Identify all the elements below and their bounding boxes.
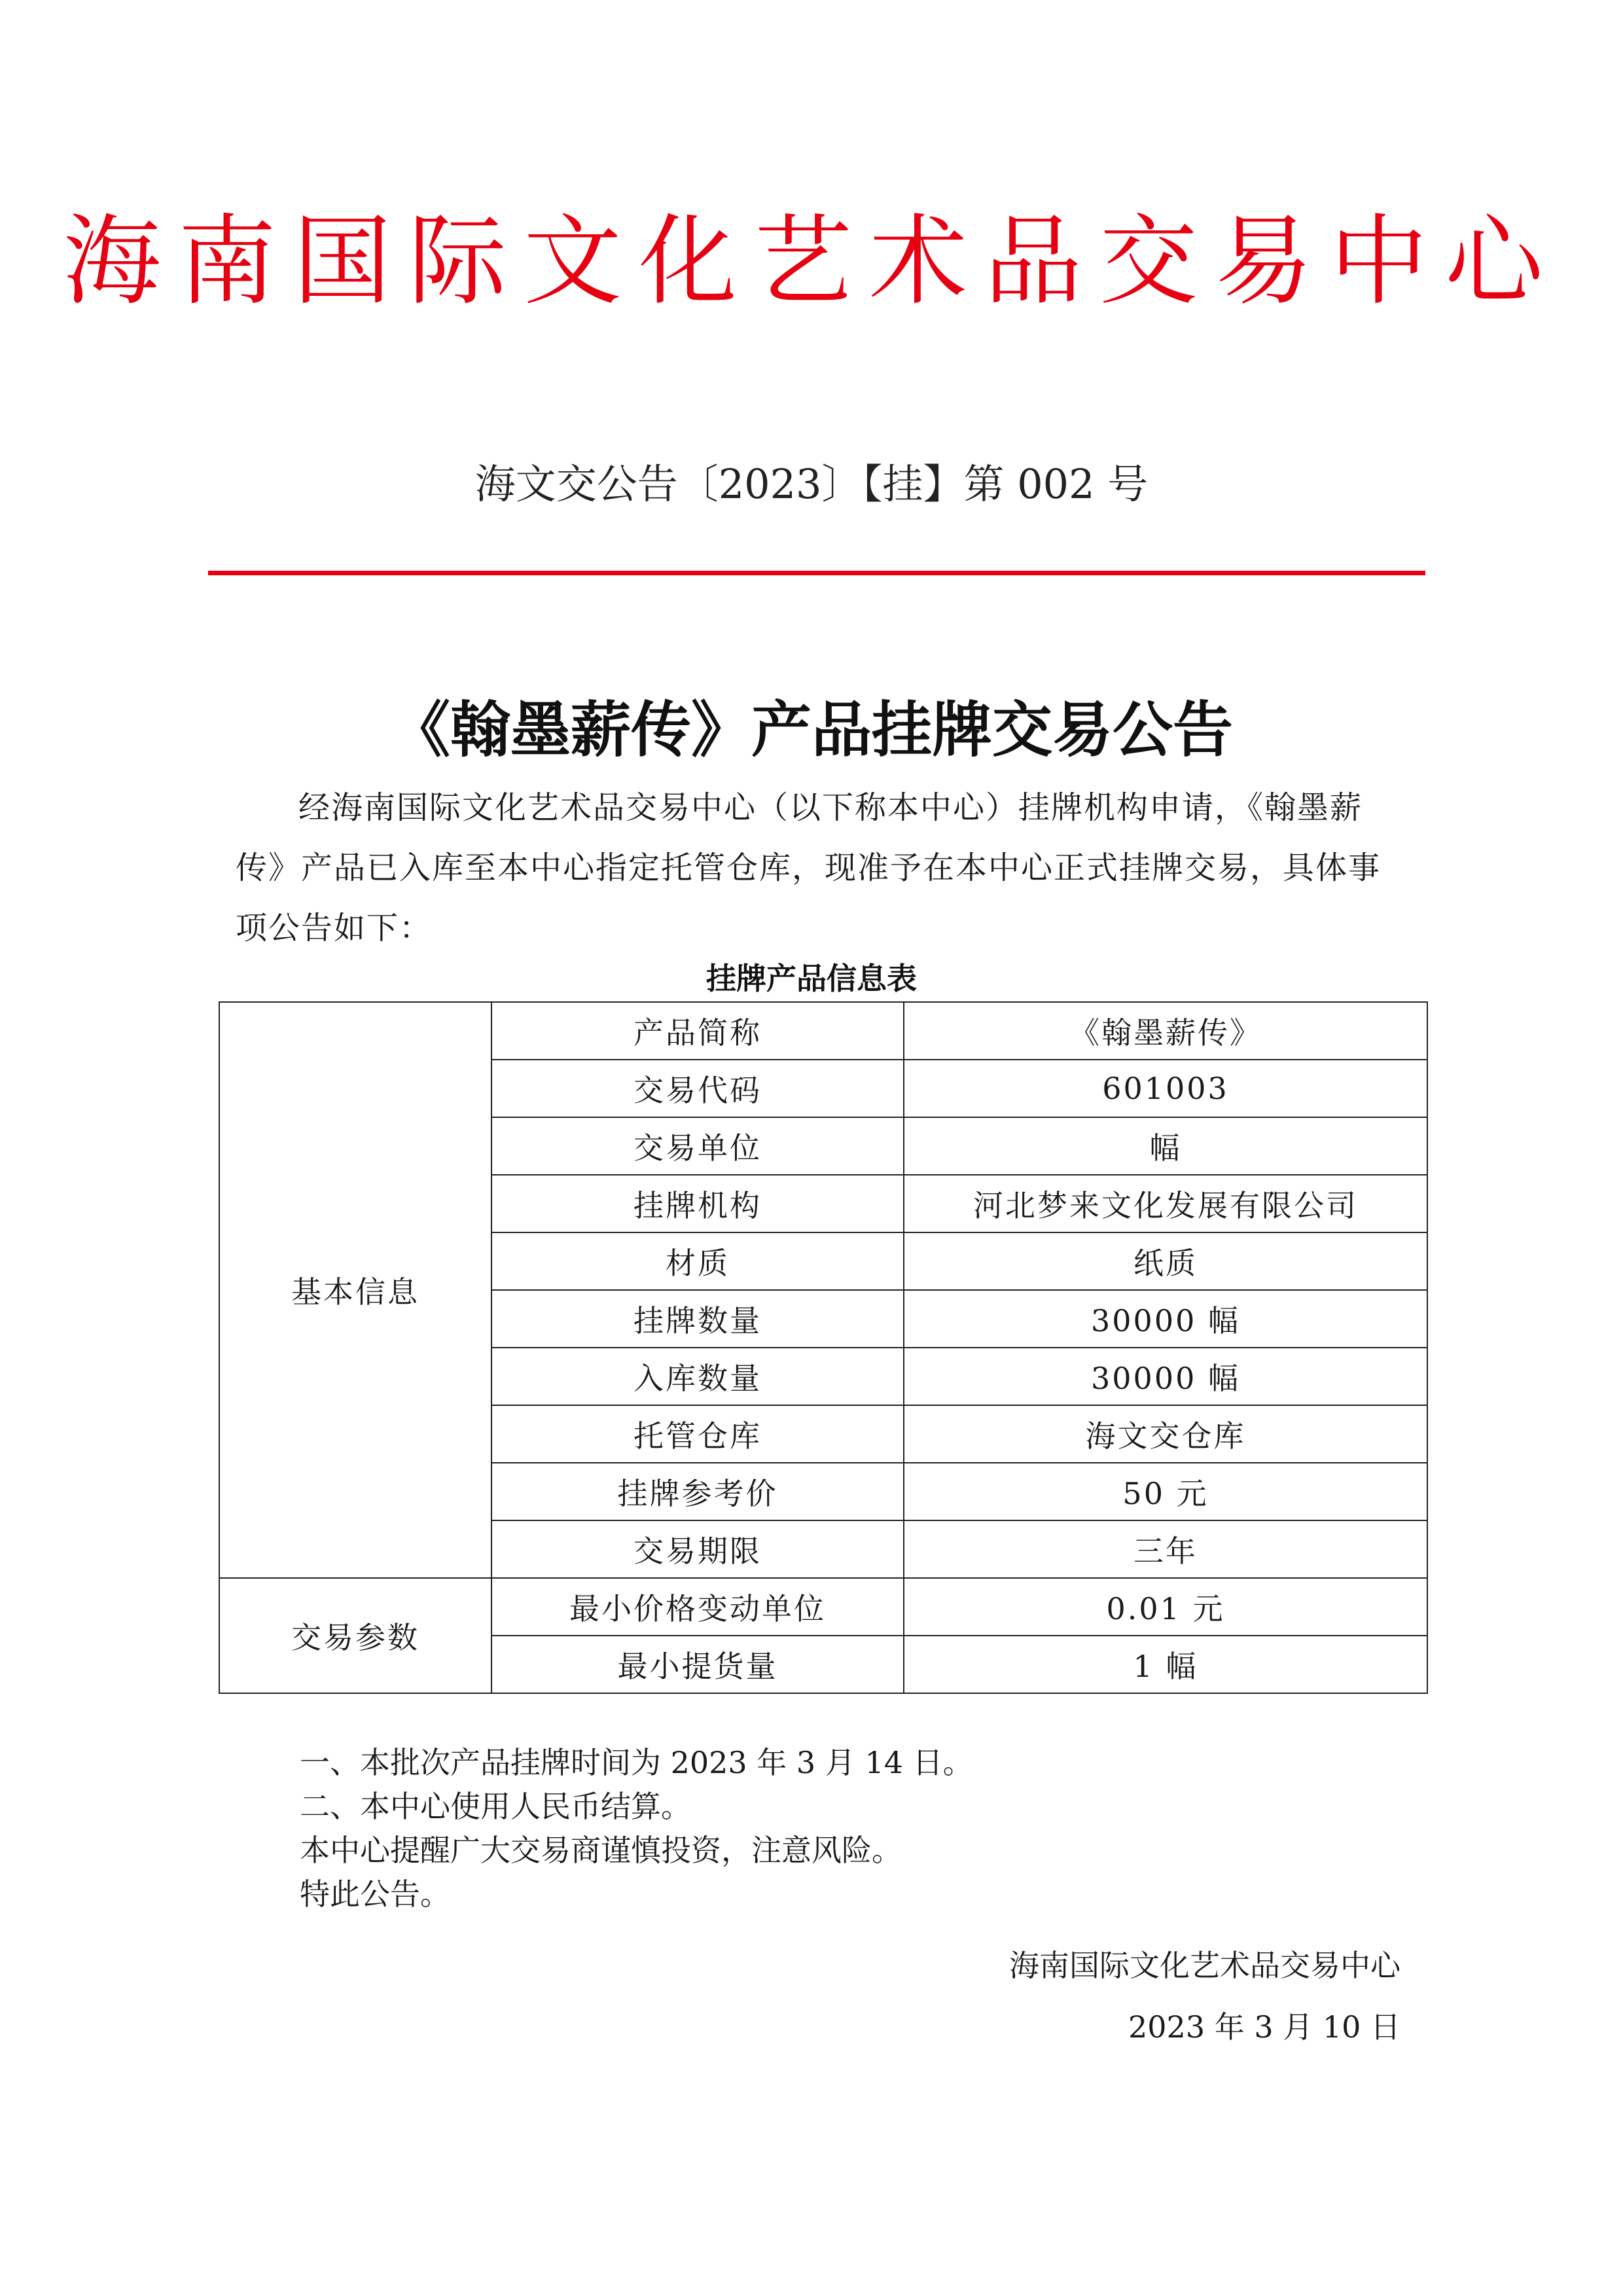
field-label: 交易代码 <box>491 1060 904 1117</box>
field-label: 交易期限 <box>491 1520 904 1578</box>
note-settlement: 二、本中心使用人民币结算。 <box>300 1789 691 1824</box>
group-label-basic-info: 基本信息 <box>219 1002 491 1578</box>
table-row <box>219 1578 1427 1636</box>
field-value: 601003 <box>904 1060 1427 1117</box>
signature-block <box>916 1935 1400 2058</box>
field-label: 挂牌机构 <box>491 1175 904 1232</box>
field-label: 挂牌数量 <box>491 1290 904 1348</box>
field-value: 幅 <box>904 1117 1427 1175</box>
field-label: 材质 <box>491 1232 904 1290</box>
signature-organization: 海南国际文化艺术品交易中心 <box>1009 1948 1400 1983</box>
announcement-title: 《翰墨薪传》产品挂牌交易公告 <box>389 694 1233 765</box>
note-closing: 特此公告。 <box>300 1876 450 1912</box>
table-caption: 挂牌产品信息表 <box>706 961 917 996</box>
field-label: 最小提货量 <box>491 1636 904 1693</box>
signature-date: 2023 年 3 月 10 日 <box>1128 2009 1400 2045</box>
field-value: 三年 <box>904 1520 1427 1578</box>
group-label-trade-params: 交易参数 <box>219 1578 491 1693</box>
red-divider <box>208 571 1425 575</box>
notes-section <box>300 1741 1412 1916</box>
field-value: 《翰墨薪传》 <box>904 1002 1427 1060</box>
field-label: 最小价格变动单位 <box>491 1578 904 1636</box>
table-row <box>219 1002 1427 1060</box>
field-value: 1 幅 <box>904 1636 1427 1693</box>
field-value: 0.01 元 <box>904 1578 1427 1636</box>
field-label: 挂牌参考价 <box>491 1463 904 1520</box>
intro-paragraph: 经海南国际文化艺术品交易中心（以下称本中心）挂牌机构申请，《翰墨薪传》产品已入库至本中心指定托管仓库，现准予在本中心正式挂牌交易，具体事项公告如下： <box>236 789 1382 946</box>
field-value: 河北梦来文化发展有限公司 <box>904 1175 1427 1232</box>
note-risk-warning: 本中心提醒广大交易商谨慎投资，注意风险。 <box>300 1833 902 1868</box>
document-number: 海文交公告〔2023〕【挂】第 002 号 <box>474 460 1149 508</box>
field-label: 交易单位 <box>491 1117 904 1175</box>
field-label: 入库数量 <box>491 1348 904 1405</box>
field-label: 托管仓库 <box>491 1405 904 1463</box>
field-value: 30000 幅 <box>904 1348 1427 1405</box>
field-value: 纸质 <box>904 1232 1427 1290</box>
product-info-table <box>219 1001 1428 1694</box>
field-value: 30000 幅 <box>904 1290 1427 1348</box>
note-listing-time: 一、本批次产品挂牌时间为 2023 年 3 月 14 日。 <box>300 1745 973 1780</box>
organization-header: 海南国际文化艺术品交易中心 <box>62 205 1560 319</box>
field-label: 产品简称 <box>491 1002 904 1060</box>
field-value: 50 元 <box>904 1463 1427 1520</box>
field-value: 海文交仓库 <box>904 1405 1427 1463</box>
